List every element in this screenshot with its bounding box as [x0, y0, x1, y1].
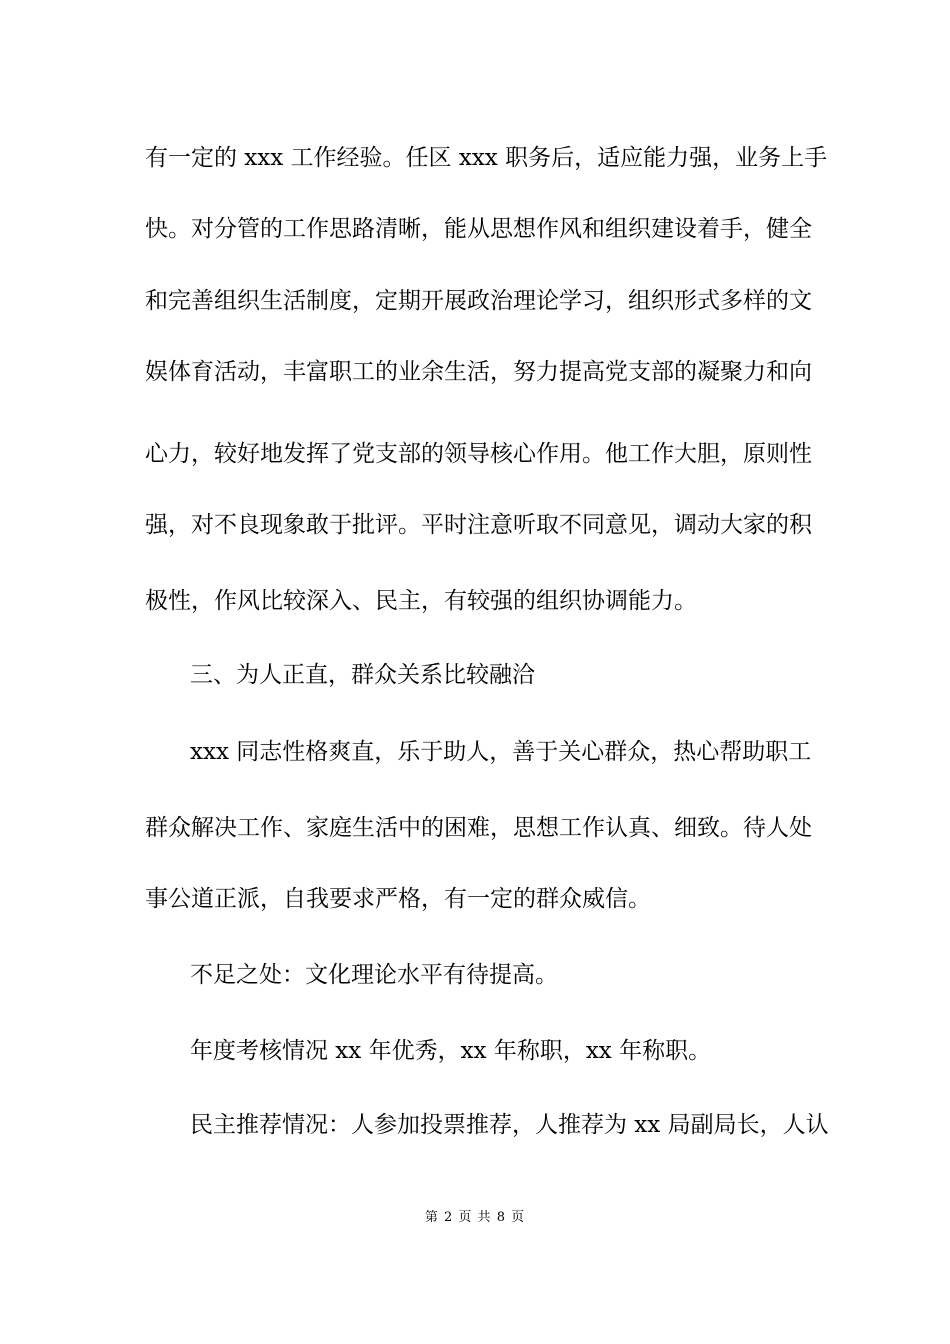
page-number-footer: 第 2 页 共 8 页 [424, 1210, 526, 1225]
body-text-line: 和完善组织生活制度，定期开展政治理论学习，组织形式多样的文 [145, 288, 812, 314]
body-text-line: 强，对不良现象敢于批评。平时注意听取不同意见，调动大家的积 [145, 512, 812, 538]
body-text-line: 事公道正派，自我要求严格，有一定的群众威信。 [145, 886, 651, 912]
body-text-line: 不足之处：文化理论水平有待提高。 [190, 962, 558, 988]
body-text-line: 娱体育活动，丰富职工的业余生活，努力提高党支部的凝聚力和向 [145, 359, 812, 385]
body-text-line: xxx 同志性格爽直，乐于助人，善于关心群众，热心帮助职工 [190, 739, 812, 765]
section-heading: 三、为人正直，群众关系比较融洽 [190, 662, 535, 688]
body-text-line: 有一定的 xxx 工作经验。任区 xxx 职务后，适应能力强，业务上手 [145, 145, 828, 171]
body-text-line: 快。对分管的工作思路清晰，能从思想作风和组织建设着手，健全 [145, 216, 812, 242]
body-text-line: 群众解决工作、家庭生活中的困难，思想工作认真、细致。待人处 [145, 815, 812, 841]
body-text-line: 年度考核情况 xx 年优秀，xx 年称职，xx 年称职。 [190, 1038, 712, 1064]
body-text-line: 民主推荐情况：人参加投票推荐，人推荐为 xx 局副局长，人认 [190, 1112, 829, 1138]
body-text-line: 极性，作风比较深入、民主，有较强的组织协调能力。 [145, 588, 697, 614]
body-text-line: 心力，较好地发挥了党支部的领导核心作用。他工作大胆，原则性 [145, 441, 812, 467]
